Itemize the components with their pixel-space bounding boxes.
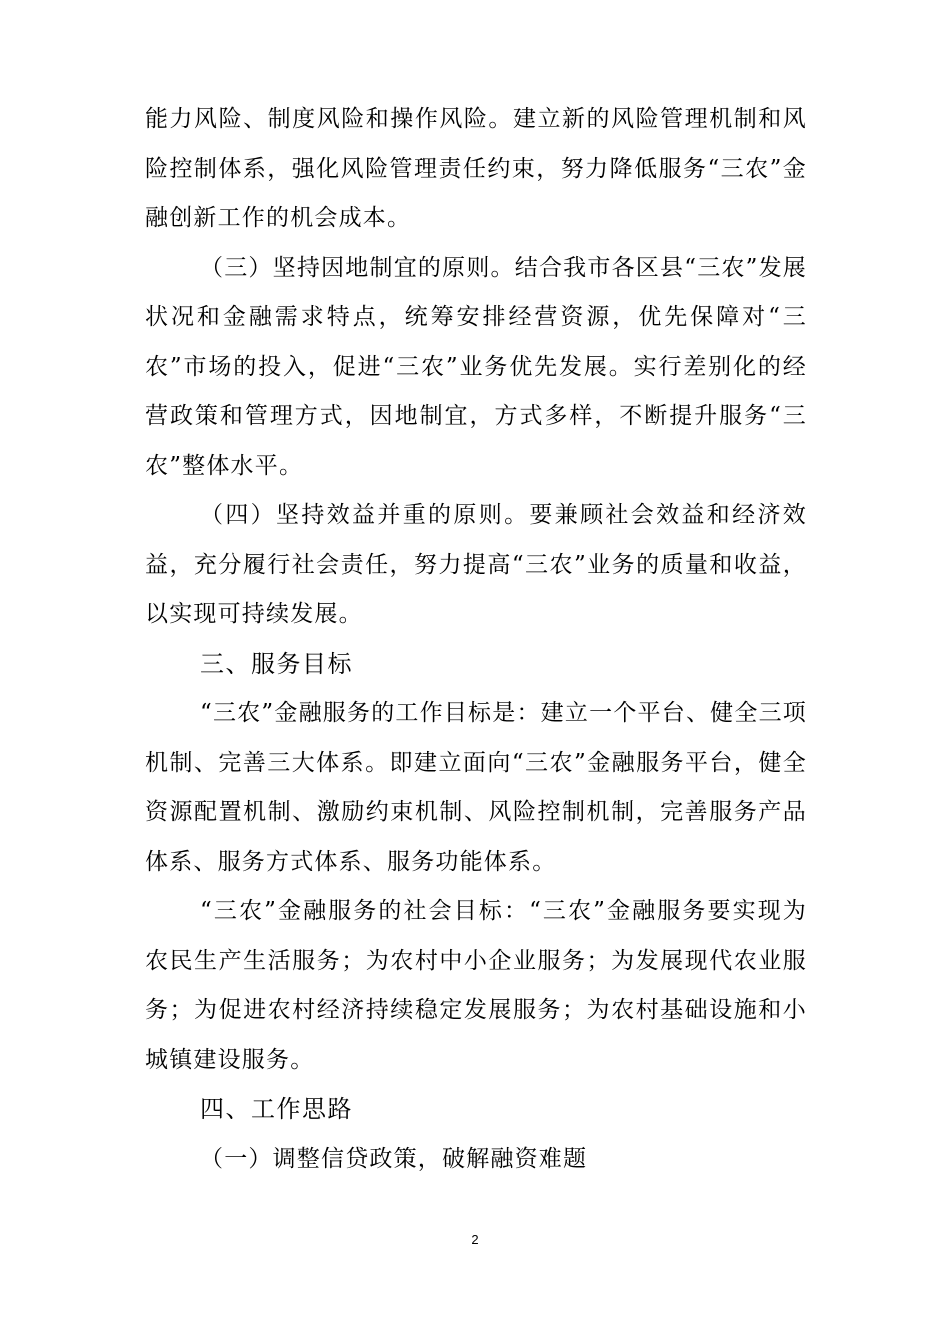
document-body: [145, 95, 807, 1184]
section-heading-service-goals: 三、服务目标: [200, 649, 353, 678]
page-number: 2: [471, 1232, 479, 1247]
paragraph-credit-policy: （一）调整信贷政策，破解融资难题: [200, 1145, 588, 1172]
paragraph-work-goals: “三农”金融服务的工作目标是：建立一个平台、健全三项机制、完善三大体系。即建立面向“三农”金融服务平台，健全资源配置机制、激励约束机制、风险控制机制，完善服务产品体系、服务方式体系、服务功能体系。: [145, 700, 807, 875]
paragraph-principle-benefits: （四）坚持效益并重的原则。要兼顾社会效益和经济效益，充分履行社会责任，努力提高“三农”业务的质量和收益，以实现可持续发展。: [145, 502, 807, 627]
paragraph-social-goals: “三农”金融服务的社会目标：“三农”金融服务要实现为农民生产生活服务；为农村中小企业服务；为发展现代农业服务；为促进农村经济持续稳定发展服务；为农村基础设施和小城镇建设服务。: [145, 898, 807, 1073]
section-heading-work-ideas: 四、工作思路: [200, 1095, 353, 1123]
paragraph-principle-local-conditions: （三）坚持因地制宜的原则。结合我市各区县“三农”发展状况和金融需求特点，统筹安排经营资源，优先保障对“三农”市场的投入，促进“三农”业务优先发展。实行差别化的经营政策和管理方式，因地制宜，方式多样，不断提升服务“三农”整体水平。: [145, 254, 807, 479]
paragraph-risk-control: 能力风险、制度风险和操作风险。建立新的风险管理机制和风险控制体系，强化风险管理责任约束，努力降低服务“三农”金融创新工作的机会成本。: [145, 106, 807, 231]
